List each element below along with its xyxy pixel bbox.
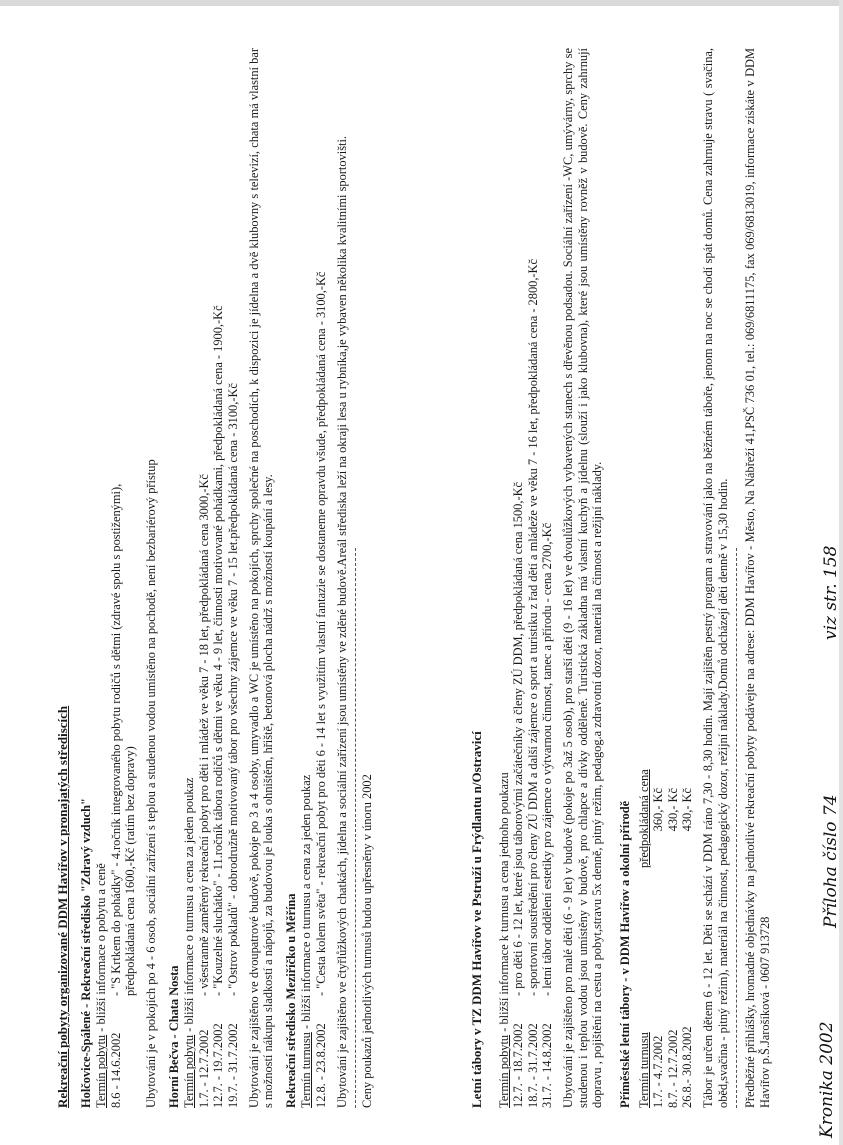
horni-becva-para: Ubytování je zajištěno ve dvoupatrové budově, pokoje po 3 a 4 osoby, umyvadlo a WC je umístěno na pokojích, sprchy společné na poschodích, k dispozici je jídelna a dvě klubovny s televizí, chata má vlastní bar s možností nákupu sladkostí a nápojů, za budovou je louka s ohništěm, hřiště, betonová plocha nádrž s možností koupání a lesy. bbox=[246, 48, 276, 1108]
section-mezericko-info: Termín turnusu - bližší informace o turnusu a cena za jeden poukaz bbox=[299, 774, 314, 1108]
table-header: Termín turnusu předpokládaná cena bbox=[636, 769, 651, 1108]
pstruzi-row-2: 18.7. - 31.7.2002 - sportovní soustředění pro členy ZÚ DDM a další zájemce o sport a turistiku z řad dětí a mládeže ve věku 7 - 16 let, předpokládaná cena - 2800,-Kč bbox=[525, 258, 540, 1108]
handwritten-note-attachment: Příloha číslo 74 bbox=[821, 794, 841, 928]
holcovice-row-1: 8.6 - 14.6.2002 - "S Krtkem do pohádky" - 4.ročník integrovaného pobytu rodičů s dětmi (zdravé spolu s postiženými), bbox=[108, 483, 123, 1108]
holcovice-para: Ubytování je v pokojích po 4 - 6 osob, sociální zařízení s teplou a studenou vodou umístěno na pochodě, není bezbariérový přístup bbox=[143, 459, 158, 1108]
section-holcovice-heading: Holčovice-Spálené - Rekreační středisko "Zdravý vzduch" bbox=[78, 798, 93, 1108]
section-horni-becva-info: Termín pobytu - bližší informace o turnusu a cena za jeden poukaz bbox=[182, 777, 197, 1108]
horni-becva-row-2: 12.7. - 19.7.2002 - "Kouzelné sluchátko" - 11.ročník tábora rodičů s dětmi ve věku 4 - 9 let, činnosti motivované pohádkami, předpokládaná cena - 1900,-Kč bbox=[211, 305, 226, 1108]
left-title: Rekreační pobyty organizované DDM Havířov v pronajatých střediscích bbox=[55, 705, 70, 1108]
pstruzi-row-1: 12.7. - 18.7.2002 - pro děti 6 - 12 let, které jsou táborovými začátečníky a členy ZÚ DDM, předpokládaná cena 1500,-Kč bbox=[511, 481, 526, 1108]
contact-info: Předběžné přihlášky, hromadné objednávky na jednotlivé rekreační pobyty podávejte na adrese: DDM Havířov - Město, Na Nábřeží 41,PSČ 736 01, tel.: 069/6811175, fax 069/6813019, informace získáte v DDM Havířov p.Š.Jarošíková - 0607 913728 bbox=[743, 48, 772, 1108]
pstruzi-para: Ubytování je zajištěno pro malé děti (6 - 9 let) v budově (pokoje po 3až 5 osob), pro starší děti (9 - 16 let) ve dvoulůžkových vybavených stanech s dřevěnou podsadou. Sociální zařízení -WC, umývárny, sprchy se studenou i teplou vodou jsou umístěny v budově, pro chlapce a dívky odděleně. Turistická základna má vlastní kuchyň a jídelnu (slouží i jako klubovna), které jsou umístěny rovněž v budově. Ceny zahrnují dopravu , pojištění na cestu a pobyt,stravu 5x denně, pitný režim, pedagog.a zdravotní dozor, materiál na činnost a režijní náklady. bbox=[560, 48, 605, 1108]
right-title: Letní tábory v TZ DDM Havířov ve Pstruží u Frýdlantu n/Ostravicí bbox=[469, 731, 484, 1108]
left-footer-note: Ceny poukazů jednotlivých turnusů budou upřesněny v únoru 2002 bbox=[360, 774, 375, 1108]
day-camp-title: Příměstské letní tábory - v DDM Havířov a okolní přírodě bbox=[618, 800, 632, 1108]
section-mezericko-heading: Rekreační středisko Meziříčko u Měřína bbox=[283, 893, 298, 1108]
handwritten-note-chronicle: Kronika 2002 bbox=[817, 1021, 837, 1138]
table-row: 26.8.- 30.8.2002 430,- Kč bbox=[680, 788, 695, 1108]
day-camp-table bbox=[637, 48, 695, 1108]
left-divider bbox=[355, 548, 356, 1108]
table-row: 8.7. - 12.7.2002 430,- Kč bbox=[665, 788, 680, 1108]
horni-becva-row-3: 19.7. - 31.7.2002 - "Ostrov pokladů" - dobrodružně motivovaný tábor pro všechny zájemce ve věku 7 - 15 let.předpokládaná cena - 3100,-Kč bbox=[225, 383, 240, 1108]
scan-edge-top bbox=[0, 0, 843, 6]
section-horni-becva-heading: Horní Bečva - Chata Nosta bbox=[166, 965, 181, 1108]
right-column-lower bbox=[610, 48, 840, 1108]
right-info: Termín pobytu - bližší informace k turnusu a cena jednoho poukazu bbox=[496, 772, 511, 1108]
day-camp-para: Tábor je určen dětem 6 - 12 let. Děti se schází v DDM ráno 7,30 - 8,30 hodin. Mají zajištěn pestrý program a stravování jako na běžném táboře, jenom na noc se chodí spát domů. Cena zahrnuje stravu ( svačina, oběd,svačina - pitný režim), materiál na činnost, pedagogický dozor, režijní náklady.Domů odcházejí děti denně v 15,30 hodin. bbox=[700, 48, 730, 1108]
horni-becva-row-1: 1.7. - 12.7.2002 - všestranně zaměřený rekreační pobyt pro děti i mládež ve věku 7 - 18 let, předpokládaná cena 3000,-Kč bbox=[196, 474, 211, 1108]
right-divider bbox=[736, 548, 737, 1108]
section-holcovice-info: Termín pobytu - bližší informace o pobytu a ceně bbox=[94, 863, 109, 1108]
mezericko-para: Ubytování je zajištěno ve čtyřlůžkových chatkách, jídelna a sociální zařízení jsou umístěny ve zděné budově.Areál střediska leží na okraji lesa u rybníka,je vybaven několika kvalitními sportovišti. bbox=[334, 135, 349, 1108]
mezericko-row-1: 12.8. - 23.8.2002 - "Cesta kolem světa" - rekreační pobyt pro děti 6 - 14 let s využitím vlastní fantazie se dostaneme opravdu všude, předpokládaná cena - 3100,-Kč bbox=[313, 271, 328, 1108]
holcovice-row-2: předpokládaná cena 1600,-Kč (ratím bez dopravy) bbox=[123, 746, 138, 996]
handwritten-note-page: viz str. 158 bbox=[821, 545, 841, 640]
pstruzi-row-3: 31.7. - 14.8.2002 - letní tábor oddělení estetiky pro zájemce o výtvarnou činnost, tanec a přírodu - cena 2700,-Kč bbox=[540, 522, 555, 1108]
table-row: 1.7. - 4.7.2002 360,- Kč bbox=[651, 788, 666, 1108]
